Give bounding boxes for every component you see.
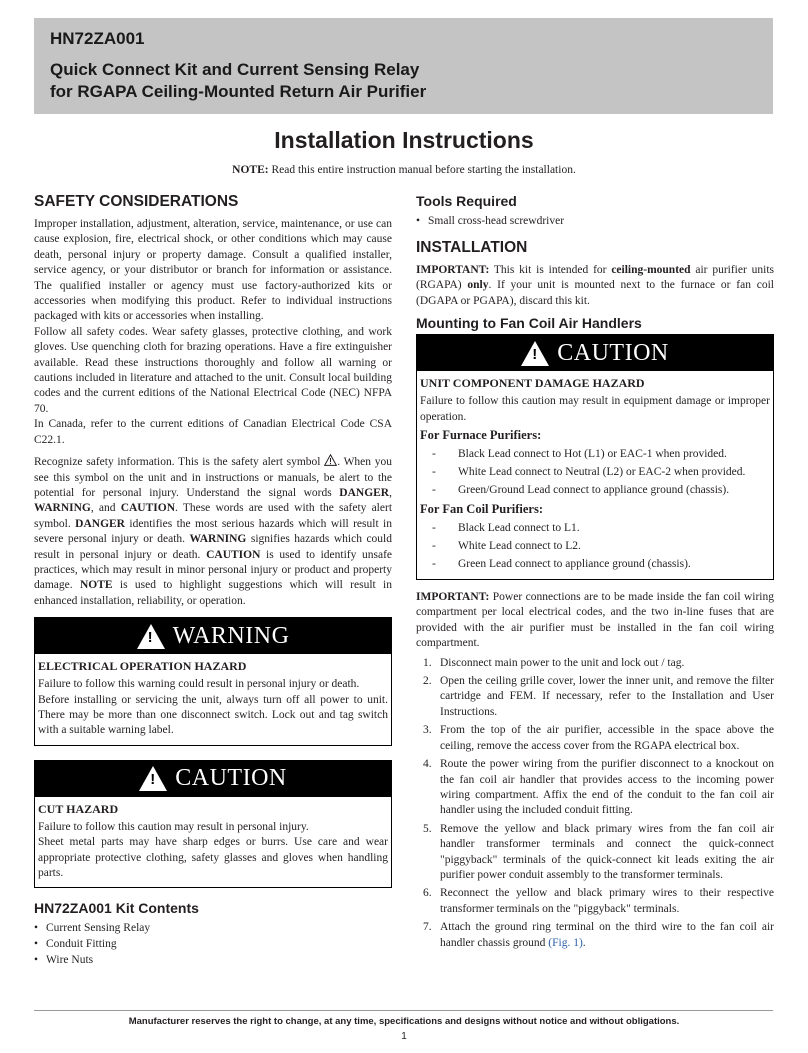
read-note [0,164,808,176]
warning-title: ELECTRICAL OPERATION HAZARD [38,659,247,674]
list-item: 6. Reconnect the yellow and black primary wires to their respective transformer terminals on the "piggyback" terminals. [423,887,774,915]
list-item: • Current Sensing Relay [34,920,392,936]
note-label: NOTE: [232,164,269,176]
installation-important: IMPORTANT: This kit is intended for ceiling-mounted air purifier units (RGAPA) only. If your unit is mounted next to the furnace or fan coil (DGAPA or PGAPA), discard this kit. [416,264,775,307]
list-item: 7. Attach the ground ring terminal on the third wire to the fan coil air handler chassis ground (Fig. 1). [423,921,774,949]
list-item: - White Lead connect to Neutral (L2) or EAC-2 when provided. [432,463,770,481]
safety-paragraph-4: Recognize safety information. This is the safety alert symbol . When you see this symbol on the unit and in instructions or manuals, be alert to the potential for personal injury. Understand the signal words DANGER, WARNING, and CAUTION. These words are used with the safety alert symbol. DANGER identifies the most serious hazards which will result in severe personal injury or death. WARNING signifies hazards which could result in personal injury or death. CAUTION is used to identify unsafe practices, which may result in minor personal injury or product and property damage. NOTE is used to highlight suggestions which will result in enhanced installation, reliability, or operation. [34,456,393,607]
list-item: 4. Route the power wiring from the purifier disconnect to a knockout on the fan coil air handler that provides access to the incoming power wiring compartment. Affix the end of the conduit to the fan coil air handler using the included conduit fitting. [423,758,774,817]
furnace-purifiers-heading: For Furnace Purifiers: [420,428,542,443]
cut-hazard-title: CUT HAZARD [38,801,119,816]
mounting-subheading: Mounting to Fan Coil Air Handlers [416,315,642,332]
note-text: Read this entire instruction manual before starting the installation. [271,164,576,176]
subtitle-line-1: Quick Connect Kit and Current Sensing Relay [50,60,420,79]
list-item: - Green Lead connect to appliance ground (chassis). [432,555,770,573]
installation-steps [416,656,774,951]
page-number: 1 [401,1031,407,1042]
power-connections-note: IMPORTANT: Power connections are to be made inside the fan coil wiring compartment per local electrical codes, and the two in-line fuses that are provided with the air purifier must be installed in the fan coil wiring compartment. [416,591,775,650]
warning-triangle-icon: ! [137,624,165,649]
left-column [34,193,392,968]
furnace-wiring-list [420,445,770,499]
cut-hazard-line-1: Failure to follow this caution may result in personal injury. [38,820,309,833]
tools-heading: Tools Required [416,193,517,209]
caution-triangle-icon: ! [139,766,167,791]
list-item: • Conduit Fitting [34,936,392,952]
caution-box-component [416,334,774,580]
caution-banner-right [417,335,773,371]
safety-heading: SAFETY CONSIDERATIONS [34,193,239,210]
list-item: - Black Lead connect to L1. [432,519,770,537]
list-item: 3. From the top of the air purifier, accessible in the space above the ceiling, remove the access cover from the RGAPA electrical box. [423,724,774,752]
footer-divider [34,1010,773,1011]
footer-disclaimer: Manufacturer reserves the right to change, at any time, specifications and designs without notice and without obligations. [128,1016,680,1027]
caution-banner-left [35,761,391,797]
kit-contents-heading: HN72ZA001 Kit Contents [34,900,199,917]
caution-triangle-icon: ! [521,341,549,366]
installation-heading: INSTALLATION [416,239,528,256]
list-item: • Wire Nuts [34,952,392,968]
warning-banner [35,618,391,654]
subtitle-line-2: for RGAPA Ceiling-Mounted Return Air Purifier [50,82,427,101]
cut-hazard-line-2: Sheet metal parts may have sharp edges or burrs. Use care and wear appropriate protective clothing, safety glasses and gloves when handling parts. [38,836,388,879]
caution-banner-word: CAUTION [557,339,669,366]
warning-banner-word: WARNING [172,622,290,649]
warning-line-2: Before installing or servicing the unit, always turn off all power to unit. There may be more than one disconnect switch. Lock out and tag switch with a suitable warning label. [38,693,388,737]
list-item: 2. Open the ceiling grille cover, lower the inner unit, and remove the filter cartridge and FEM. If necessary, refer to the Installation and User Instructions. [423,675,774,718]
warning-box [34,617,392,746]
list-item: 5. Remove the yellow and black primary wires from the fan coil air handler transformer terminals and connect the quick-connect "piggyback" terminals of the quick-connect kit leads exiting the air purifier power conduit assembly to the transformer terminals. [423,822,774,881]
list-item: - Green/Ground Lead connect to appliance ground (chassis). [432,481,770,499]
figure-1-link[interactable]: (Fig. 1) [548,936,583,949]
list-item: - White Lead connect to L2. [432,537,770,555]
caution-box-cut [34,760,392,889]
list-item: • Small cross-head screwdriver [416,213,774,229]
safety-paragraph-1: Improper installation, adjustment, alteration, service, maintenance, or use can cause explosion, fire, electrical shock, or other conditions which may cause death, personal injury or property damage. Consult a qualified installer, service agency, or your distributor or branch for information or assistance. The qualified installer or agency must use factory-authorized kits or accessories when modifying this product. Refer to individual instructions packaged with kits or accessories when installing. [34,218,392,323]
warning-line-1: Failure to follow this warning could result in personal injury or death. [38,678,360,691]
document-subtitle [50,59,426,103]
list-item: 1. Disconnect main power to the unit and lock out / tag. [423,656,685,669]
component-hazard-title: UNIT COMPONENT DAMAGE HAZARD [420,376,645,391]
model-number: HN72ZA001 [50,29,145,48]
fancoil-purifiers-heading: For Fan Coil Purifiers: [420,502,544,517]
page-title: Installation Instructions [274,127,534,153]
safety-alert-icon [324,454,337,466]
kit-contents-list [34,920,392,968]
safety-paragraph-3: In Canada, refer to the current editions of Canadian Electrical Code CSA C22.1. [34,418,392,446]
list-item: - Black Lead connect to Hot (L1) or EAC-1 when provided. [432,445,770,463]
right-column [416,193,774,954]
safety-paragraph-2: Follow all safety codes. Wear safety glasses, protective clothing, and work gloves. Use quenching cloth for brazing operations. Have a fire extinguisher available. Read these instructions thoroughly and follow all warning or cautions included in literature and attached to the unit. Consult local building codes and the current editions of the National Electrical Code (NEC) NFPA 70. [34,325,392,415]
caution-banner-word: CAUTION [175,765,287,792]
fancoil-wiring-list [420,519,770,573]
component-hazard-line: Failure to follow this caution may result in equipment damage or improper operation. [420,395,770,423]
tools-list [416,213,774,229]
header-band [34,18,773,114]
